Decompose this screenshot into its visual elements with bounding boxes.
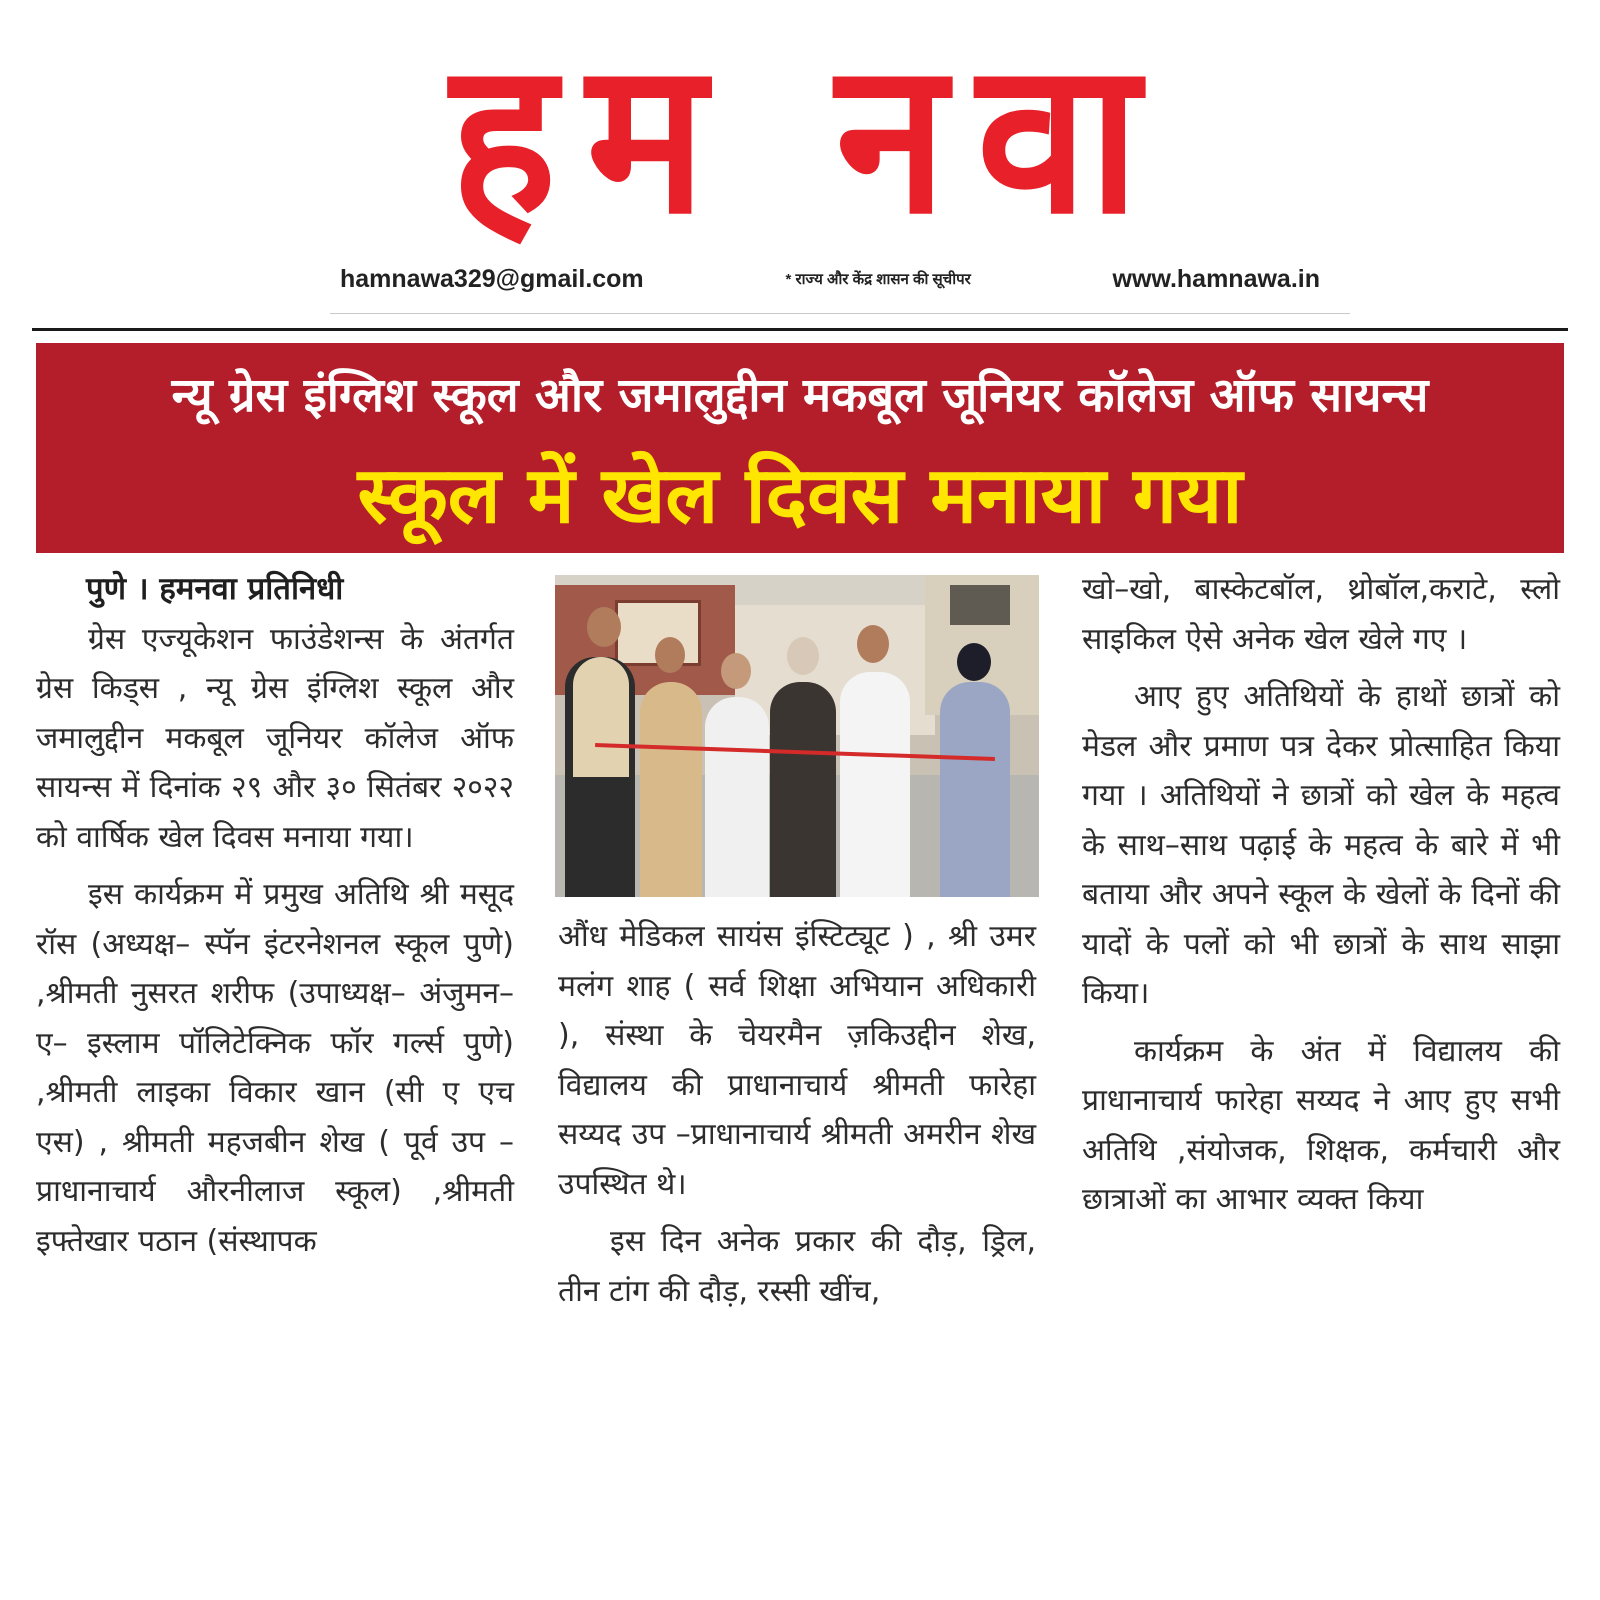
kicker-headline: न्यू ग्रेस इंग्लिश स्कूल और जमालुद्दीन मकबूल जूनियर कॉलेज ऑफ सायन्स: [171, 368, 1429, 423]
thin-divider: [330, 313, 1350, 314]
paragraph: कार्यक्रम के अंत में विद्यालय की प्राधानाचार्य फारेहा सय्यद ने आए हुए सभी अतिथि ,संयोजक, शिक्षक, कर्मचारी और छात्राओं का आभार व्यक्त किया: [1082, 1033, 1560, 1217]
paragraph: इस कार्यक्रम में प्रमुख अतिथि श्री मसूद रॉस (अध्यक्ष– स्पॅन इंटरनेशनल स्कूल पुणे) ,श्रीमती नुसरत शरीफ (उपाध्यक्ष– अंजुमन–ए– इस्लाम पॉलिटेक्निक फॉर गर्ल्स पुणे) ,श्रीमती लाइका विकार खान (सी ए एच एस) , श्रीमती महजबीन शेख ( पूर्व उप –प्राधानाचार्य औरनीलाज स्कूल) ,श्रीमती इफ्तेखार पठान (संस्थापक: [36, 877, 514, 1259]
event-photo: [555, 575, 1039, 897]
paragraph: खो–खो, बास्केटबॉल, थ्रोबॉल,कराटे, स्लो साइकिल ऐसे अनेक खेल खेले गए ।: [1082, 572, 1560, 657]
article-column-2: [558, 912, 1036, 1316]
paragraph: औंध मेडिकल सायंस इंस्टिट्यूट ) , श्री उमर मलंग शाह ( सर्व शिक्षा अभियान अधिकारी ), संस्था के चेयरमैन ज़किउद्दीन शेख, विद्यालय की प्राधानाचार्य श्रीमती फारेहा सय्यद उप –प्राधानाचार्य श्रीमती अमरीन शेख उपस्थित थे।: [558, 919, 1036, 1202]
paragraph: ग्रेस एज्यूकेशन फाउंडेशन्स के अंतर्गत ग्रेस किड्स , न्यू ग्रेस इंग्लिश स्कूल और जमालुद्दीन मकबूल जूनियर कॉलेज ऑफ सायन्स में दिनांक २९ और ३० सितंबर २०२२ को वार्षिक खेल दिवस मनाया गया।: [36, 621, 514, 855]
paragraph: आए हुए अतिथियों के हाथों छात्रों को मेडल और प्रमाण पत्र देकर प्रोत्साहित किया गया । अतिथियों ने छात्रों को खेल के महत्व के साथ–साथ पढ़ाई के महत्व के बारे में भी बताया और अपने स्कूल के खेलों के दिनों की यादों के पलों को भी छात्रों के साथ साझा किया।: [1082, 679, 1560, 1011]
paragraph: इस दिन अनेक प्रकार की दौड़, ड्रिल, तीन टांग की दौड़, रस्सी खींच,: [558, 1224, 1036, 1309]
article-column-3: [1082, 565, 1560, 1225]
newspaper-logo: हम नवा: [450, 14, 1170, 261]
main-headline: स्कूल में खेल दिवस मनाया गया: [357, 451, 1243, 541]
contact-email: hamnawa329@gmail.com: [340, 264, 644, 293]
header-divider: [32, 328, 1568, 331]
masthead: [280, 14, 1340, 261]
dateline: पुणे । हमनवा प्रतिनिधी: [86, 571, 344, 607]
masthead-subline: [300, 262, 1340, 296]
article-column-1: [36, 565, 514, 1266]
masthead-tagline: * राज्य और केंद्र शासन की सूचीपर: [785, 271, 971, 288]
website-url: www.hamnawa.in: [1112, 264, 1320, 293]
headline-banner: [36, 343, 1564, 553]
